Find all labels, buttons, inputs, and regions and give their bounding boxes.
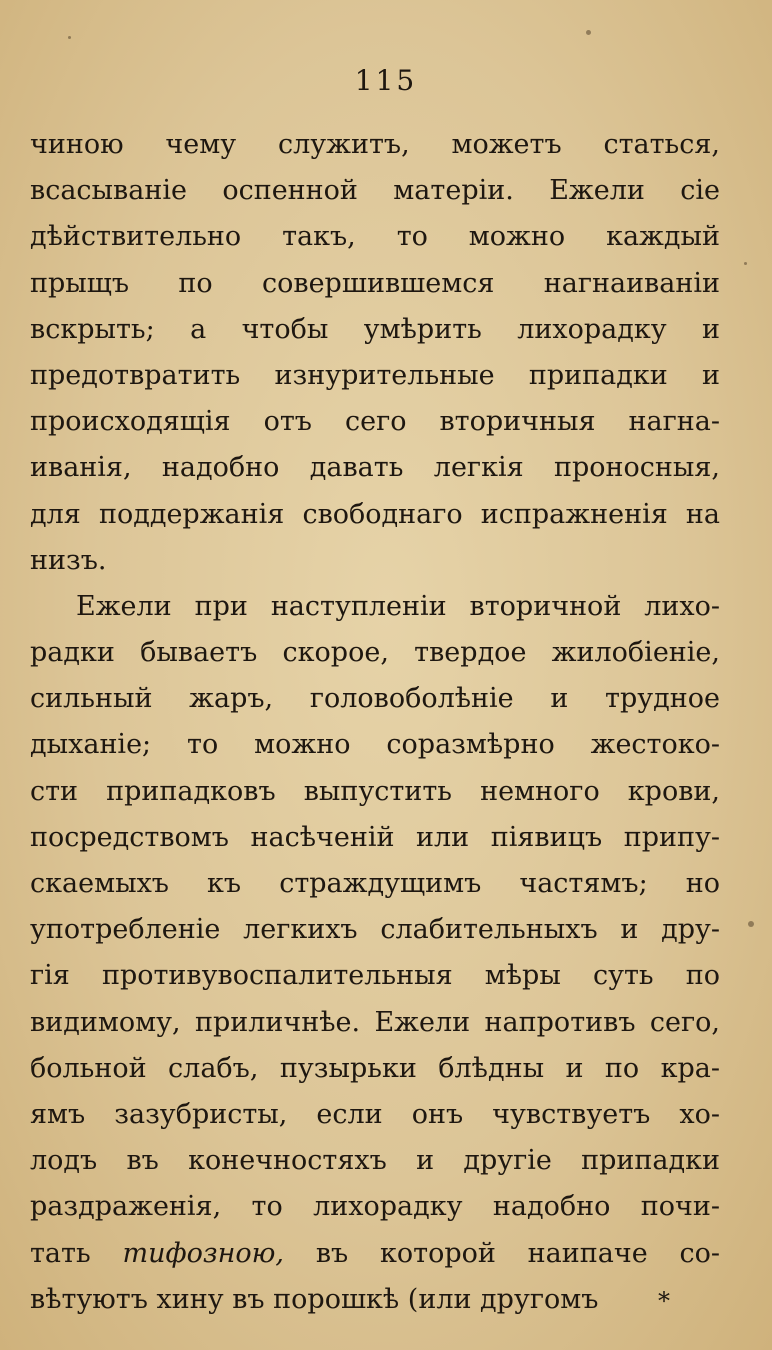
text-segment: въ которой наипаче со- (284, 1237, 721, 1269)
paragraph (30, 584, 720, 1323)
text-segment: предотвратить изнурительные припадки и (30, 359, 720, 391)
italic-text: тифозною, (122, 1237, 284, 1269)
text-segment: сти припадковъ выпустить немного крови, (30, 775, 720, 807)
text-line (30, 1092, 720, 1138)
text-segment: для поддержанiя свободнаго испражненiя на (30, 498, 720, 530)
text-line (30, 399, 720, 445)
paper-spot (68, 36, 71, 39)
paper-spot (748, 921, 754, 927)
text-segment: всасыванie оспенной матерiи. Ежели сie (30, 175, 720, 207)
text-segment: низъ. (30, 544, 107, 576)
text-segment: вскрыть; а чтобы умѣрить лихорадку и (30, 313, 720, 345)
text-segment: дыханie; то можно соразмѣрно жестоко- (30, 729, 720, 761)
text-line (30, 168, 720, 214)
text-line (30, 261, 720, 307)
text-line (30, 584, 720, 630)
text-line (30, 630, 720, 676)
text-line (30, 861, 720, 907)
text-segment: раздраженiя, то лихорадку надобно почи- (30, 1191, 720, 1223)
text-segment: происходящiя отъ сего вторичныя нагна- (30, 406, 720, 438)
text-segment: скаемыхъ къ страждущимъ частямъ; но (30, 868, 720, 899)
text-line (30, 907, 720, 953)
paper-spot (744, 262, 747, 265)
text-line (30, 1184, 720, 1230)
text-line (30, 214, 720, 260)
text-segment: радки бываетъ скорое, твердое жилобiенie, (30, 637, 720, 669)
paragraph (30, 122, 720, 584)
text-segment: чиною чему служитъ, можетъ статься, (30, 129, 720, 160)
paper-spot (586, 30, 591, 35)
text-line (30, 1138, 720, 1184)
text-segment: дѣйствительно такъ, то можно каждый (30, 221, 720, 253)
page-number: 115 (354, 64, 418, 97)
text-line (30, 492, 720, 538)
text-segment: употребленie легкихъ слабительныхъ и дру- (30, 914, 720, 946)
text-segment: тать (30, 1237, 123, 1269)
text-line (30, 953, 720, 999)
text-line (30, 445, 720, 491)
text-segment: прыщъ по совершившемся нагнаиванiи (30, 267, 720, 299)
text-segment: иванiя, надобно давать легкiя проносныя, (30, 452, 720, 484)
text-segment: посредствомъ насѣченiй или пiявицъ припу- (30, 821, 720, 853)
text-line (30, 722, 720, 768)
text-segment: гiя противувоспалительныя мѣры суть по (30, 960, 720, 992)
text-line (30, 769, 720, 815)
text-line (30, 307, 720, 353)
text-segment: Ежели при наступленiи вторичной лихо- (76, 590, 720, 622)
text-line (30, 1277, 720, 1323)
text-segment: видимому, приличнѣе. Ежели напротивъ сего, (30, 1006, 720, 1038)
text-line (30, 1000, 720, 1046)
text-segment: ямъ зазубристы, если онъ чувствуетъ хо- (30, 1098, 720, 1130)
text-segment: сильный жаръ, головоболѣнie и трудное (30, 683, 720, 715)
text-line (30, 676, 720, 722)
text-segment: лодъ въ конечностяхъ и другie припадки (30, 1145, 720, 1177)
text-segment: вѣтуютъ хину въ порошкѣ (или другомъ (30, 1283, 599, 1315)
text-line (30, 122, 720, 168)
text-line (30, 1046, 720, 1092)
text-segment: больной слабъ, пузырьки блѣдны и по кра- (30, 1052, 720, 1084)
text-line (30, 353, 720, 399)
text-line (30, 815, 720, 861)
body-text (30, 122, 720, 1323)
signature-mark: * (658, 1287, 670, 1315)
text-line (30, 538, 720, 584)
text-line (30, 1231, 720, 1277)
